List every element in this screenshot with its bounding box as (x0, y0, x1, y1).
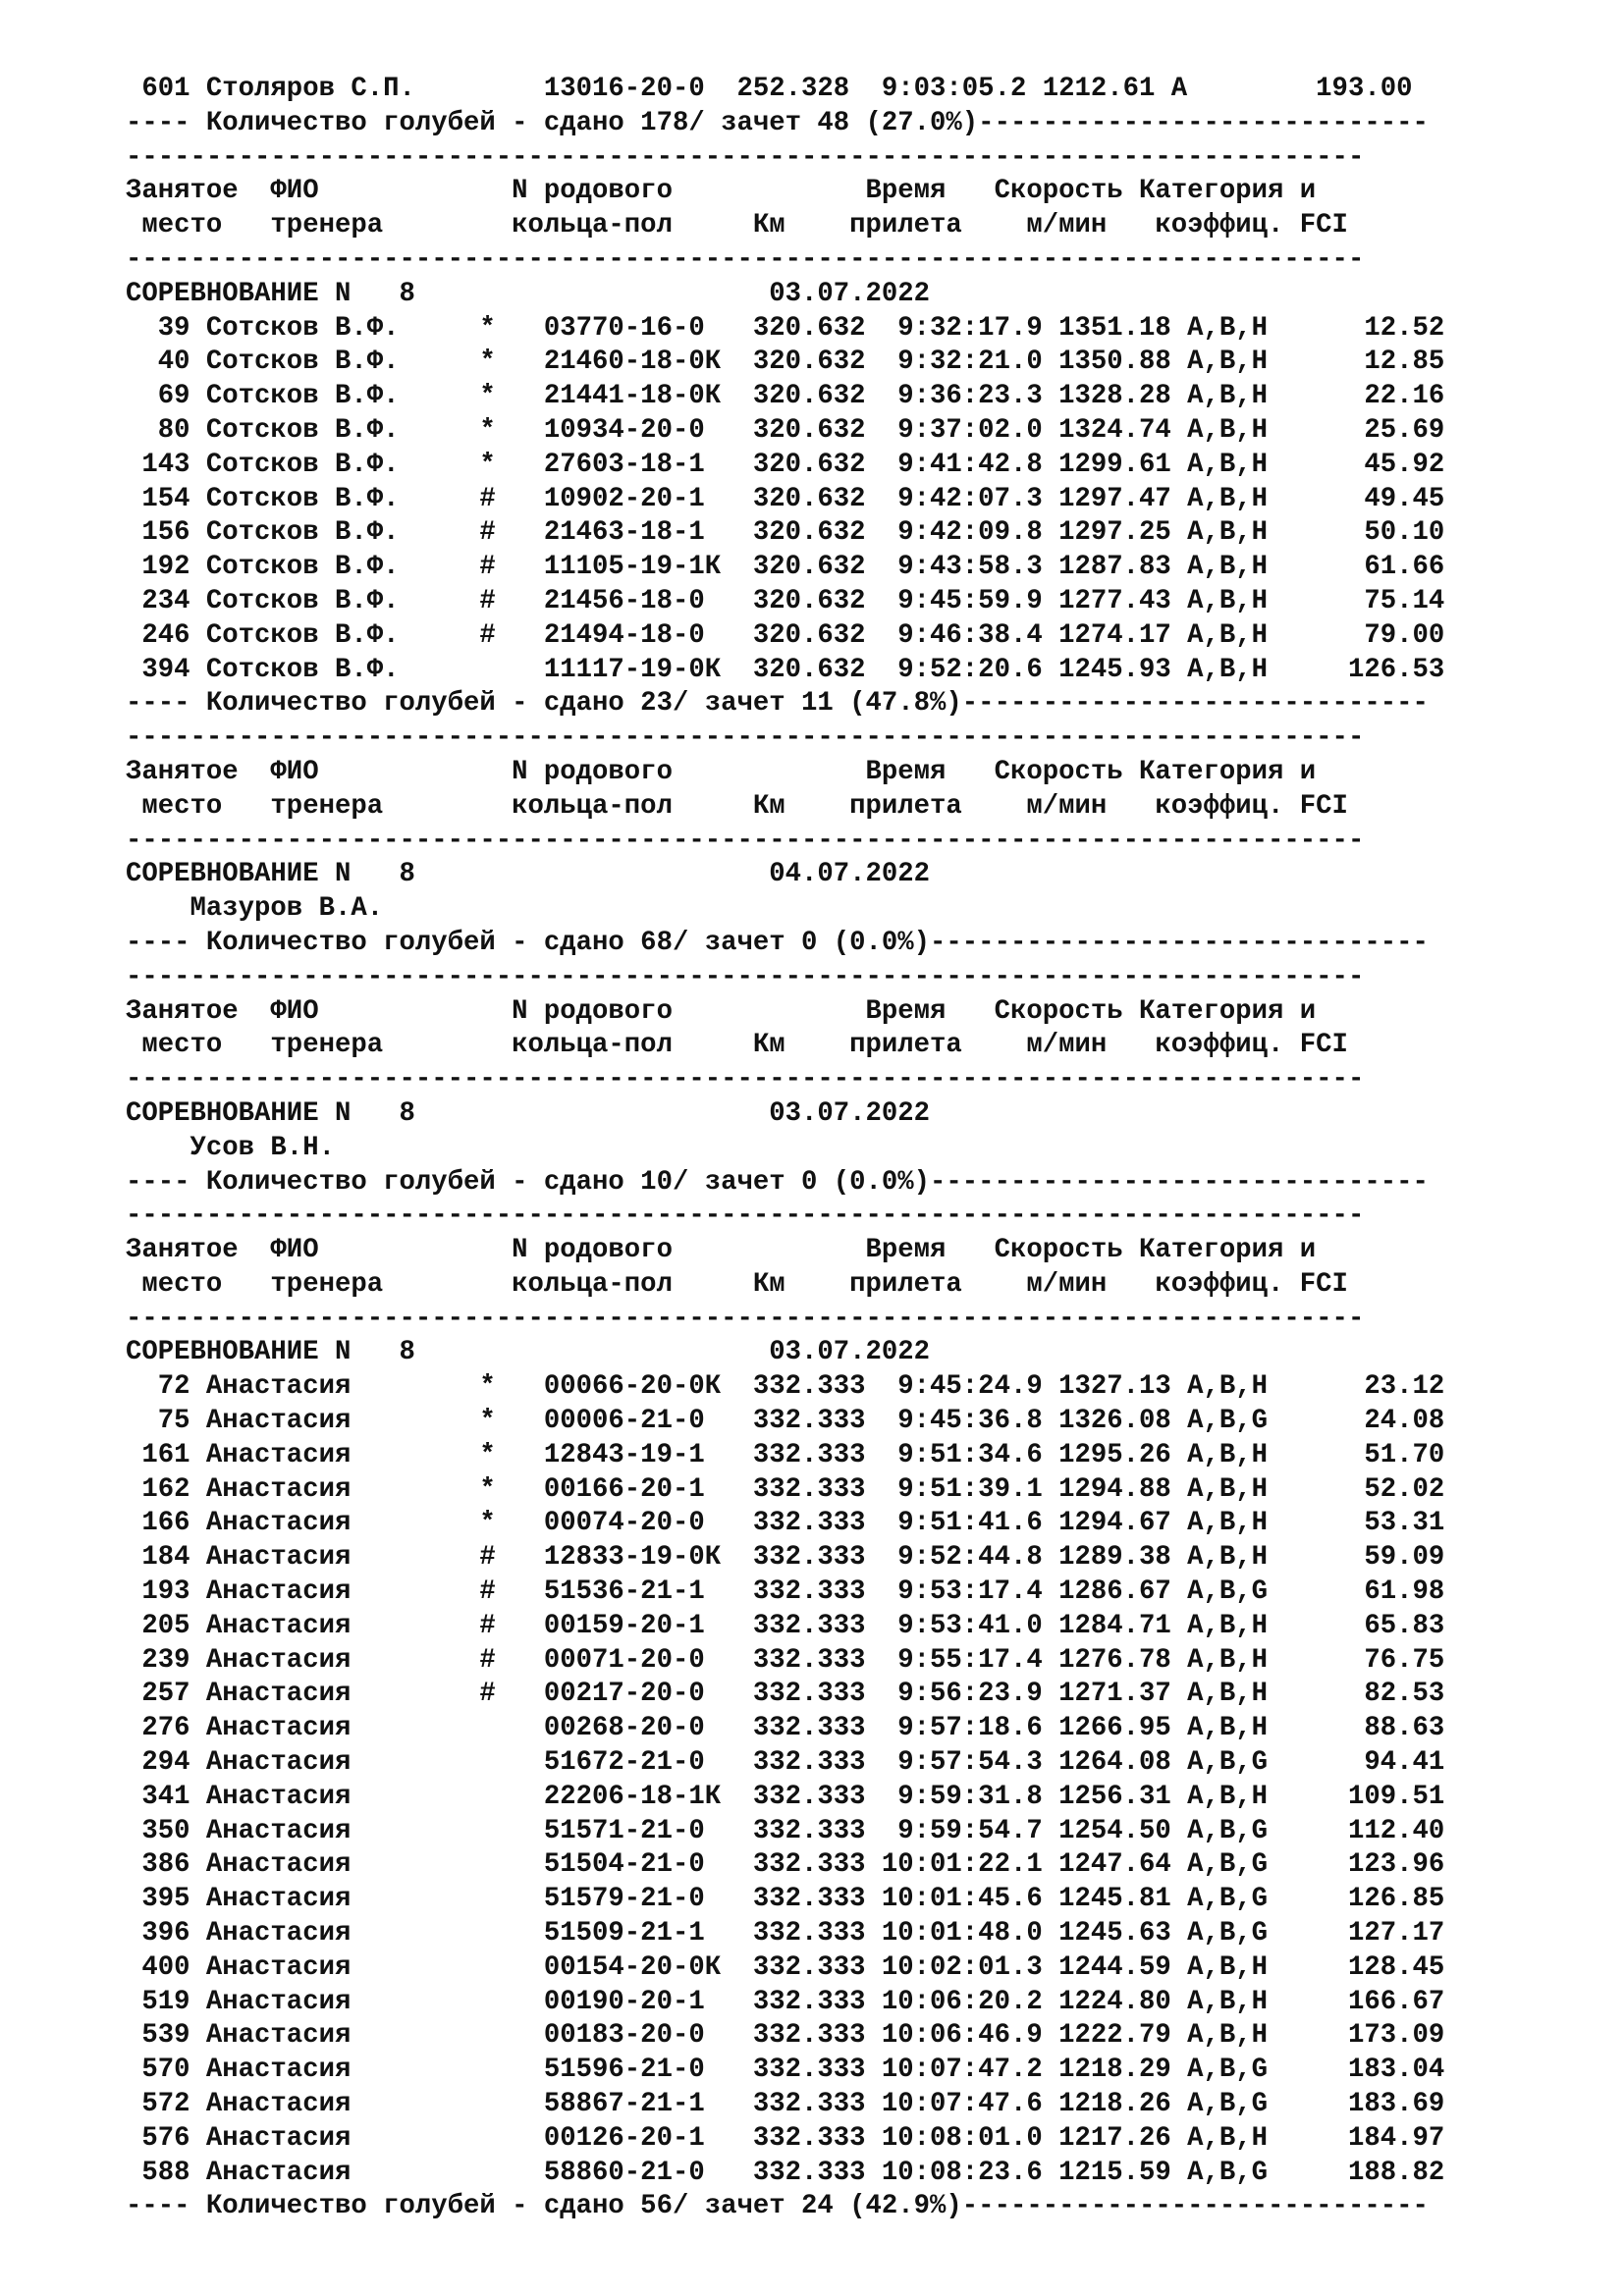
table-row: 239 Анастасия # 00071-20-0 332.333 9:55:17.4 1276.78 А,В,Н 76.75 (126, 1644, 1445, 1676)
table-row: 400 Анастасия 00154-20-0К 332.333 10:02:01.3 1244.59 А,В,Н 128.45 (126, 1951, 1445, 1983)
result-row-top: 601 Столяров С.П. 13016-20-0 252.328 9:03:05.2 1212.61 А 193.00 (126, 74, 1413, 104)
table-row: 341 Анастасия 22206-18-1К 332.333 9:59:31.8 1256.31 А,В,Н 109.51 (126, 1781, 1445, 1812)
participant-name: Мазуров В.А. (126, 893, 384, 925)
table-row: 234 Сотсков В.Ф. # 21456-18-0 320.632 9:45:59.9 1277.43 А,В,Н 75.14 (126, 585, 1445, 616)
separator-line: ----------------------------------------------------------------------------- (126, 825, 1365, 856)
summary-line: ---- Количество голубей - сдано 56/ зачет 24 (42.9%)----------------------------- (126, 2191, 1429, 2222)
summary-line: ---- Количество голубей - сдано 23/ зачет 11 (47.8%)----------------------------- (126, 688, 1429, 720)
separator-line: ----------------------------------------------------------------------------- (126, 243, 1365, 275)
separator-line: ----------------------------------------------------------------------------- (126, 1201, 1365, 1232)
table-row: 161 Анастасия * 12843-19-1 332.333 9:51:34.6 1295.26 А,В,Н 51.70 (126, 1439, 1445, 1470)
table-row: 156 Сотсков В.Ф. # 21463-18-1 320.632 9:42:09.8 1297.25 А,В,Н 50.10 (126, 517, 1445, 549)
table-row: 394 Сотсков В.Ф. 11117-19-0К 320.632 9:52:20.6 1245.93 А,В,Н 126.53 (126, 654, 1445, 685)
column-header-line-1: Занятое ФИО N родового Время Скорость Категория и (126, 756, 1317, 787)
results-report (126, 73, 1598, 2224)
column-header-line-2: место тренера кольца-пол Км прилета м/мин коэффиц. FCI (126, 1030, 1348, 1061)
separator-line: ----------------------------------------------------------------------------- (126, 1064, 1365, 1095)
table-row: 143 Сотсков В.Ф. * 27603-18-1 320.632 9:41:42.8 1299.61 А,В,Н 45.92 (126, 449, 1445, 480)
table-row: 205 Анастасия # 00159-20-1 332.333 9:53:41.0 1284.71 А,В,Н 65.83 (126, 1610, 1445, 1641)
column-header-line-1: Занятое ФИО N родового Время Скорость Категория и (126, 1235, 1317, 1266)
separator-line: ----------------------------------------------------------------------------- (126, 141, 1365, 173)
table-row: 162 Анастасия * 00166-20-1 332.333 9:51:39.1 1294.88 А,В,Н 52.02 (126, 1473, 1445, 1505)
table-row: 69 Сотсков В.Ф. * 21441-18-0К 320.632 9:36:23.3 1328.28 А,В,Н 22.16 (126, 381, 1445, 412)
column-header-line-2: место тренера кольца-пол Км прилета м/мин коэффиц. FCI (126, 790, 1348, 822)
competition-title: СОРЕВНОВАНИЕ N 8 03.07.2022 (126, 1097, 931, 1129)
table-row: 350 Анастасия 51571-21-0 332.333 9:59:54.7 1254.50 А,В,G 112.40 (126, 1815, 1445, 1846)
summary-line: ---- Количество голубей - сдано 68/ зачет 0 (0.0%)------------------------------- (126, 927, 1429, 958)
separator-line: ----------------------------------------------------------------------------- (126, 961, 1365, 992)
table-row: 39 Сотсков В.Ф. * 03770-16-0 320.632 9:32:17.9 1351.18 А,В,Н 12.52 (126, 312, 1445, 344)
competition-title: СОРЕВНОВАНИЕ N 8 03.07.2022 (126, 1337, 931, 1368)
summary-line: ---- Количество голубей - сдано 10/ зачет 0 (0.0%)------------------------------- (126, 1166, 1429, 1198)
table-row: 166 Анастасия * 00074-20-0 332.333 9:51:41.6 1294.67 А,В,Н 53.31 (126, 1508, 1445, 1539)
table-row: 519 Анастасия 00190-20-1 332.333 10:06:20.2 1224.80 А,В,Н 166.67 (126, 1986, 1445, 2017)
table-row: 576 Анастасия 00126-20-1 332.333 10:08:01.0 1217.26 А,В,Н 184.97 (126, 2122, 1445, 2154)
participant-name: Усов В.Н. (126, 1132, 335, 1163)
column-header-line-2: место тренера кольца-пол Км прилета м/мин коэффиц. FCI (126, 210, 1348, 241)
table-row: 184 Анастасия # 12833-19-0К 332.333 9:52:44.8 1289.38 А,В,Н 59.09 (126, 1542, 1445, 1574)
separator-line: ----------------------------------------------------------------------------- (126, 722, 1365, 754)
table-row: 246 Сотсков В.Ф. # 21494-18-0 320.632 9:46:38.4 1274.17 А,В,Н 79.00 (126, 619, 1445, 651)
table-row: 395 Анастасия 51579-21-0 332.333 10:01:45.6 1245.81 А,В,G 126.85 (126, 1884, 1445, 1915)
competition-title: СОРЕВНОВАНИЕ N 8 03.07.2022 (126, 278, 931, 309)
table-row: 80 Сотсков В.Ф. * 10934-20-0 320.632 9:37:02.0 1324.74 А,В,Н 25.69 (126, 414, 1445, 446)
separator-line: ----------------------------------------------------------------------------- (126, 1303, 1365, 1334)
column-header-line-1: Занятое ФИО N родового Время Скорость Категория и (126, 995, 1317, 1027)
table-row: 396 Анастасия 51509-21-1 332.333 10:01:48.0 1245.63 А,В,G 127.17 (126, 1918, 1445, 1949)
table-row: 539 Анастасия 00183-20-0 332.333 10:06:46.9 1222.79 А,В,Н 173.09 (126, 2020, 1445, 2052)
table-row: 72 Анастасия * 00066-20-0К 332.333 9:45:24.9 1327.13 А,В,Н 23.12 (126, 1371, 1445, 1403)
table-row: 294 Анастасия 51672-21-0 332.333 9:57:54.3 1264.08 А,В,G 94.41 (126, 1747, 1445, 1779)
table-row: 276 Анастасия 00268-20-0 332.333 9:57:18.6 1266.95 А,В,Н 88.63 (126, 1713, 1445, 1744)
table-row: 192 Сотсков В.Ф. # 11105-19-1К 320.632 9:43:58.3 1287.83 А,В,Н 61.66 (126, 552, 1445, 583)
table-row: 257 Анастасия # 00217-20-0 332.333 9:56:23.9 1271.37 А,В,Н 82.53 (126, 1679, 1445, 1710)
table-row: 75 Анастасия * 00006-21-0 332.333 9:45:36.8 1326.08 А,В,G 24.08 (126, 1406, 1445, 1437)
table-row: 570 Анастасия 51596-21-0 332.333 10:07:47.2 1218.29 А,В,G 183.04 (126, 2055, 1445, 2086)
column-header-line-2: место тренера кольца-пол Км прилета м/мин коэффиц. FCI (126, 1268, 1348, 1300)
competition-title: СОРЕВНОВАНИЕ N 8 04.07.2022 (126, 859, 931, 890)
table-row: 572 Анастасия 58867-21-1 332.333 10:07:47.6 1218.26 А,В,G 183.69 (126, 2089, 1445, 2120)
table-row: 40 Сотсков В.Ф. * 21460-18-0К 320.632 9:32:21.0 1350.88 А,В,Н 12.85 (126, 347, 1445, 378)
column-header-line-1: Занятое ФИО N родового Время Скорость Категория и (126, 176, 1317, 207)
table-row: 386 Анастасия 51504-21-0 332.333 10:01:22.1 1247.64 А,В,G 123.96 (126, 1849, 1445, 1881)
summary-line: ---- Количество голубей - сдано 178/ зачет 48 (27.0%)---------------------------- (126, 107, 1429, 138)
table-row: 588 Анастасия 58860-21-0 332.333 10:08:23.6 1215.59 А,В,G 188.82 (126, 2157, 1445, 2188)
table-row: 193 Анастасия # 51536-21-1 332.333 9:53:17.4 1286.67 А,В,G 61.98 (126, 1576, 1445, 1608)
table-row: 154 Сотсков В.Ф. # 10902-20-1 320.632 9:42:07.3 1297.47 А,В,Н 49.45 (126, 483, 1445, 514)
